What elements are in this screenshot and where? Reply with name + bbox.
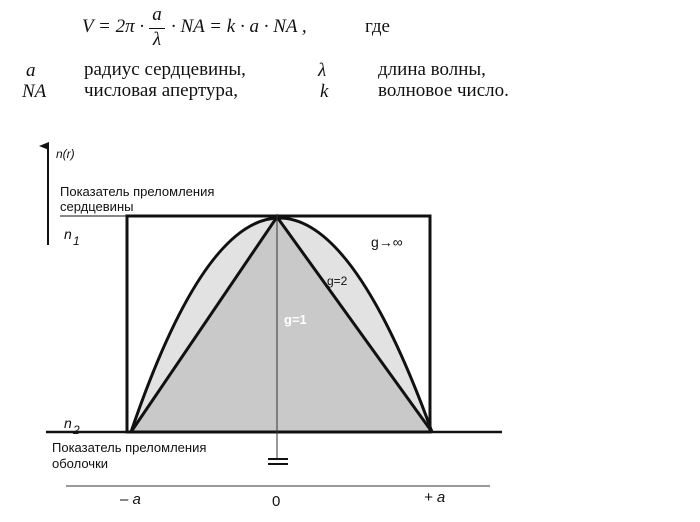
n1-symbol: n: [64, 226, 72, 242]
tick-label-minus-a: – a: [120, 491, 141, 508]
core-label-line2: сердцевины: [60, 199, 134, 214]
formula-where: где: [365, 16, 390, 37]
tick-label-plus-a: + a: [424, 489, 446, 506]
g-infinity-label: g→∞: [371, 234, 403, 250]
y-axis-label: n(r): [56, 147, 75, 161]
n1-label: [64, 226, 80, 248]
core-label-line1: Показатель преломления: [60, 184, 215, 199]
formula-rhs: · NA = k · a · NA ,: [171, 16, 307, 37]
cladding-label-line2: оболочки: [52, 456, 109, 471]
formula-lhs: V = 2π ·: [82, 16, 145, 37]
def-text-k: волновое число.: [378, 80, 509, 101]
fraction-denominator: λ: [152, 29, 162, 50]
g1-label: g=1: [284, 312, 307, 327]
n1-subscript: 1: [73, 234, 80, 248]
def-symbol-a: a: [26, 60, 36, 81]
def-symbol-na: NA: [22, 81, 47, 102]
fraction-numerator: a: [152, 4, 162, 25]
def-text-lambda: длина волны,: [378, 59, 486, 80]
tick-label-zero: 0: [272, 493, 281, 510]
def-text-a: радиус сердцевины,: [84, 59, 246, 80]
n2-label: [64, 415, 80, 437]
g2-label: g=2: [327, 274, 348, 288]
n2-subscript: 2: [73, 423, 80, 437]
def-symbol-lambda: λ: [318, 60, 327, 81]
def-text-na: числовая апертура,: [84, 80, 239, 101]
def-symbol-k: k: [320, 81, 329, 102]
n2-symbol: n: [64, 415, 72, 431]
cladding-label-line1: Показатель преломления: [52, 440, 207, 455]
